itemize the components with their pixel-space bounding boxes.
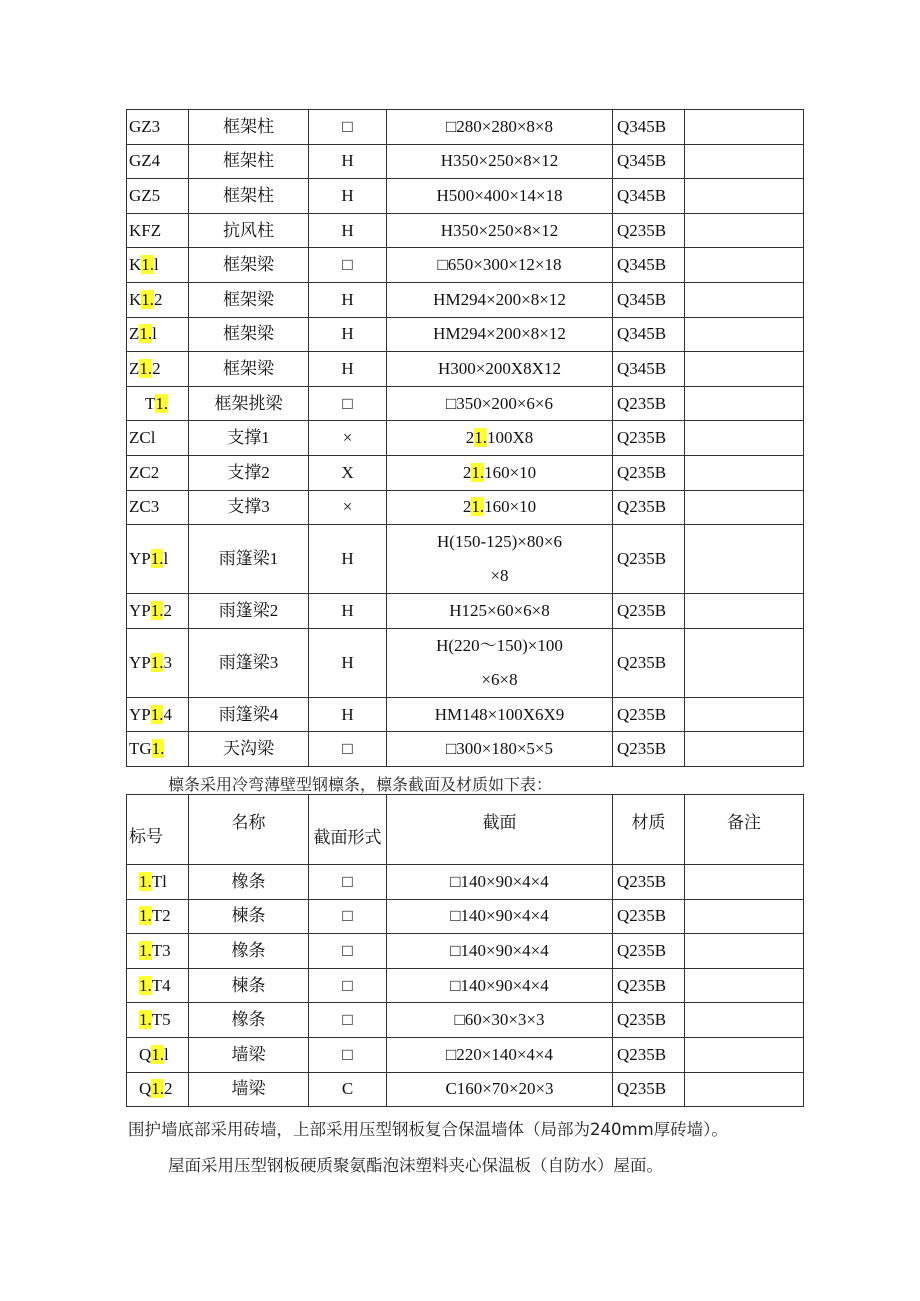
code-prefix: ZCl xyxy=(129,428,156,448)
cell-section: HM294×200×8×12 xyxy=(387,282,613,317)
cell-form: □ xyxy=(309,899,387,934)
cell-note xyxy=(685,732,804,767)
cell-material: Q345B xyxy=(613,248,685,283)
table-row xyxy=(127,317,804,352)
cell-form: □ xyxy=(309,865,387,900)
table-row xyxy=(127,1037,804,1072)
code-highlight: 1. xyxy=(150,600,164,620)
code-highlight: 1. xyxy=(150,549,164,569)
cell-note xyxy=(685,525,804,594)
table-row xyxy=(127,732,804,767)
cell-form: H xyxy=(309,594,387,629)
cell-form: C xyxy=(309,1072,387,1107)
code-prefix: ZC2 xyxy=(129,462,160,482)
cell-section: C160×70×20×3 xyxy=(387,1072,613,1107)
code-highlight: 1. xyxy=(151,739,165,759)
cell-note xyxy=(685,352,804,387)
code-prefix: T xyxy=(145,393,156,413)
cell-note xyxy=(685,248,804,283)
code-highlight: 1. xyxy=(139,940,152,960)
table-row xyxy=(127,628,804,697)
code-prefix: YP xyxy=(129,704,151,724)
cell-form: □ xyxy=(309,1003,387,1038)
table-row xyxy=(127,282,804,317)
cell-name: 框架柱 xyxy=(189,110,309,145)
cell-section: □60×30×3×3 xyxy=(387,1003,613,1038)
cell-code xyxy=(127,248,189,283)
code-suffix: 4 xyxy=(163,704,172,724)
table-row xyxy=(127,490,804,525)
header-section: 截面 xyxy=(387,795,613,865)
cell-form: H xyxy=(309,282,387,317)
cell-material: Q235B xyxy=(613,1037,685,1072)
cell-form: □ xyxy=(309,968,387,1003)
code-suffix: 2 xyxy=(163,600,172,620)
cell-form: H xyxy=(309,317,387,352)
code-suffix: 3 xyxy=(163,652,172,672)
cell-code xyxy=(127,179,189,214)
cell-material: Q235B xyxy=(613,1072,685,1107)
cell-code xyxy=(127,628,189,697)
cell-section xyxy=(387,455,613,490)
section-highlight: 1. xyxy=(474,428,487,448)
cell-form: □ xyxy=(309,732,387,767)
cell-name: 天沟梁 xyxy=(189,732,309,767)
cell-section: □280×280×8×8 xyxy=(387,110,613,145)
code-prefix: GZ4 xyxy=(129,151,161,171)
header-remark: 备注 xyxy=(685,795,804,865)
code-suffix: T4 xyxy=(151,975,171,995)
cell-material: Q235B xyxy=(613,934,685,969)
header-form: 截面形式 xyxy=(309,795,387,865)
cell-material: Q345B xyxy=(613,110,685,145)
cell-form: H xyxy=(309,179,387,214)
cell-material: Q345B xyxy=(613,317,685,352)
cell-form: □ xyxy=(309,248,387,283)
table-row xyxy=(127,386,804,421)
cell-material: Q235B xyxy=(613,386,685,421)
header-code: 标号 xyxy=(127,795,189,865)
cell-code xyxy=(127,865,189,900)
code-prefix: K xyxy=(129,255,142,275)
cell-section: □140×90×4×4 xyxy=(387,899,613,934)
cell-code xyxy=(127,317,189,352)
cell-form: H xyxy=(309,525,387,594)
cell-remark xyxy=(685,968,804,1003)
code-prefix: Z xyxy=(129,358,140,378)
code-highlight: 1. xyxy=(139,324,153,344)
table-row xyxy=(127,525,804,594)
cell-name: 支撑2 xyxy=(189,455,309,490)
code-highlight: 1. xyxy=(139,1010,152,1030)
code-prefix: ZC3 xyxy=(129,497,160,517)
roof-description-text: 屋面采用压型钢板硬质聚氨酯泡沫塑料夹心保温板（自防水）屋面。 xyxy=(168,1156,663,1175)
section-prefix: 2 xyxy=(462,462,472,482)
cell-section: H350×250×8×12 xyxy=(387,144,613,179)
cell-material: Q345B xyxy=(613,352,685,387)
cell-note xyxy=(685,594,804,629)
section-prefix: 2 xyxy=(462,497,472,517)
cell-code xyxy=(127,525,189,594)
cell-name: 雨篷梁2 xyxy=(189,594,309,629)
code-suffix: l xyxy=(154,255,159,275)
cell-material: Q235B xyxy=(613,865,685,900)
cell-section: H125×60×6×8 xyxy=(387,594,613,629)
code-suffix: l xyxy=(163,549,169,569)
table-row xyxy=(127,1003,804,1038)
cell-section: □350×200×6×6 xyxy=(387,386,613,421)
table-row xyxy=(127,248,804,283)
table-row xyxy=(127,144,804,179)
cell-name: 框架梁 xyxy=(189,352,309,387)
cell-form: H xyxy=(309,352,387,387)
cell-name: 橡条 xyxy=(189,1003,309,1038)
purlin-table-header xyxy=(127,795,804,865)
cell-form: H xyxy=(309,213,387,248)
cell-note xyxy=(685,386,804,421)
cell-code xyxy=(127,594,189,629)
cell-code xyxy=(127,213,189,248)
table-row xyxy=(127,352,804,387)
cell-section: □650×300×12×18 xyxy=(387,248,613,283)
wall-description-text: 围护墙底部采用砖墙，上部采用压型钢板复合保温墙体（局部为240mm厚砖墙）。 xyxy=(128,1120,728,1139)
code-highlight: 1. xyxy=(141,289,155,309)
section-highlight: 1. xyxy=(471,462,485,482)
code-suffix: 2 xyxy=(152,358,161,378)
table-row xyxy=(127,865,804,900)
cell-material: Q345B xyxy=(613,282,685,317)
cell-code xyxy=(127,110,189,145)
cell-name: 楝条 xyxy=(189,899,309,934)
cell-remark xyxy=(685,1072,804,1107)
code-highlight: 1. xyxy=(150,652,164,672)
cell-name: 框架梁 xyxy=(189,248,309,283)
section-suffix: 160×10 xyxy=(484,462,537,482)
cell-note xyxy=(685,317,804,352)
table-row xyxy=(127,179,804,214)
code-suffix: T3 xyxy=(151,940,171,960)
cell-section xyxy=(387,490,613,525)
table-row xyxy=(127,899,804,934)
cell-material: Q345B xyxy=(613,179,685,214)
table-row xyxy=(127,968,804,1003)
cell-section: H500×400×14×18 xyxy=(387,179,613,214)
code-highlight: 1. xyxy=(139,871,152,891)
cell-code xyxy=(127,144,189,179)
code-highlight: 1. xyxy=(139,975,152,995)
cell-section: H350×250×8×12 xyxy=(387,213,613,248)
cell-code xyxy=(127,899,189,934)
cell-material: Q235B xyxy=(613,697,685,732)
cell-remark xyxy=(685,899,804,934)
code-prefix: TG xyxy=(129,739,152,759)
cell-form: □ xyxy=(309,386,387,421)
section-suffix: 160×10 xyxy=(484,497,537,517)
cell-section: □140×90×4×4 xyxy=(387,968,613,1003)
cell-form: H xyxy=(309,628,387,697)
cell-code xyxy=(127,1003,189,1038)
code-suffix: T5 xyxy=(151,1010,171,1030)
code-prefix: YP xyxy=(129,549,151,569)
cell-code xyxy=(127,455,189,490)
cell-remark xyxy=(685,1003,804,1038)
cell-name: 框架梁 xyxy=(189,282,309,317)
code-prefix: K xyxy=(129,289,142,309)
section-suffix: 100X8 xyxy=(486,428,534,448)
cell-form: X xyxy=(309,455,387,490)
cell-name: 墙梁 xyxy=(189,1072,309,1107)
cell-code xyxy=(127,1072,189,1107)
code-highlight: 1. xyxy=(151,1079,165,1099)
code-prefix: KFZ xyxy=(129,220,162,240)
cell-section xyxy=(387,525,613,594)
code-suffix: 2 xyxy=(164,1079,173,1099)
cell-note xyxy=(685,144,804,179)
code-highlight: 1. xyxy=(141,255,155,275)
code-prefix: YP xyxy=(129,600,151,620)
cell-form: H xyxy=(309,697,387,732)
cell-note xyxy=(685,697,804,732)
code-prefix: GZ5 xyxy=(129,185,161,205)
cell-material: Q235B xyxy=(613,628,685,697)
purlin-intro-text: 檩条采用冷弯薄壁型钢檩条，檩条截面及材质如下表： xyxy=(168,775,553,794)
code-prefix: Q xyxy=(139,1079,152,1099)
code-highlight: 1. xyxy=(139,906,152,926)
table-row xyxy=(127,697,804,732)
table-row xyxy=(127,455,804,490)
table-row xyxy=(127,110,804,145)
cell-remark xyxy=(685,934,804,969)
code-suffix: T2 xyxy=(151,906,171,926)
cell-code xyxy=(127,697,189,732)
code-highlight: 1. xyxy=(155,393,169,413)
code-prefix: GZ3 xyxy=(129,116,161,136)
cell-name: 抗风柱 xyxy=(189,213,309,248)
cell-code xyxy=(127,421,189,456)
cell-name: 橡条 xyxy=(189,865,309,900)
cell-section: □300×180×5×5 xyxy=(387,732,613,767)
cell-note xyxy=(685,213,804,248)
cell-section: H300×200X8X12 xyxy=(387,352,613,387)
section-line2: ×6×8 xyxy=(481,669,518,689)
cell-name: 墙梁 xyxy=(189,1037,309,1072)
cell-note xyxy=(685,282,804,317)
section-line1: H(220～150)×100 xyxy=(436,635,563,655)
cell-code xyxy=(127,934,189,969)
cell-material: Q235B xyxy=(613,968,685,1003)
code-suffix: Tl xyxy=(151,871,167,891)
cell-code xyxy=(127,490,189,525)
cell-material: Q235B xyxy=(613,594,685,629)
table-row xyxy=(127,213,804,248)
cell-remark xyxy=(685,865,804,900)
member-table xyxy=(126,109,804,767)
cell-name: 雨篷梁1 xyxy=(189,525,309,594)
cell-name: 楝条 xyxy=(189,968,309,1003)
cell-code xyxy=(127,968,189,1003)
code-suffix: l xyxy=(164,1044,169,1064)
cell-section xyxy=(387,628,613,697)
cell-form: × xyxy=(309,421,387,456)
cell-form: □ xyxy=(309,110,387,145)
cell-code xyxy=(127,1037,189,1072)
table-row xyxy=(127,594,804,629)
cell-note xyxy=(685,490,804,525)
table-row xyxy=(127,1072,804,1107)
cell-remark xyxy=(685,1037,804,1072)
code-suffix: 2 xyxy=(154,289,163,309)
cell-name: 框架柱 xyxy=(189,144,309,179)
code-prefix: Q xyxy=(139,1044,152,1064)
cell-form: H xyxy=(309,144,387,179)
cell-material: Q235B xyxy=(613,732,685,767)
cell-form: □ xyxy=(309,934,387,969)
cell-section: □140×90×4×4 xyxy=(387,934,613,969)
cell-form: × xyxy=(309,490,387,525)
cell-code xyxy=(127,386,189,421)
section-highlight: 1. xyxy=(471,497,485,517)
header-material: 材质 xyxy=(613,795,685,865)
cell-material: Q235B xyxy=(613,421,685,456)
section-line2: ×8 xyxy=(490,566,509,586)
cell-section xyxy=(387,421,613,456)
purlin-table xyxy=(126,794,804,1107)
cell-name: 雨篷梁3 xyxy=(189,628,309,697)
cell-name: 框架梁 xyxy=(189,317,309,352)
code-highlight: 1. xyxy=(151,1044,165,1064)
cell-code xyxy=(127,732,189,767)
cell-code xyxy=(127,282,189,317)
cell-section: HM294×200×8×12 xyxy=(387,317,613,352)
code-prefix: Z xyxy=(129,324,140,344)
code-prefix: YP xyxy=(129,652,151,672)
cell-note xyxy=(685,421,804,456)
cell-code xyxy=(127,352,189,387)
cell-section: HM148×100X6X9 xyxy=(387,697,613,732)
header-name: 名称 xyxy=(189,795,309,865)
section-line1: H(150-125)×80×6 xyxy=(437,532,562,552)
section-prefix: 2 xyxy=(465,428,475,448)
cell-material: Q235B xyxy=(613,525,685,594)
cell-name: 框架柱 xyxy=(189,179,309,214)
table-row xyxy=(127,934,804,969)
cell-section: □140×90×4×4 xyxy=(387,865,613,900)
cell-material: Q235B xyxy=(613,1003,685,1038)
code-highlight: 1. xyxy=(150,704,164,724)
cell-name: 支撑3 xyxy=(189,490,309,525)
cell-material: Q235B xyxy=(613,490,685,525)
cell-name: 雨篷梁4 xyxy=(189,697,309,732)
cell-name: 框架挑梁 xyxy=(189,386,309,421)
cell-section: □220×140×4×4 xyxy=(387,1037,613,1072)
cell-material: Q235B xyxy=(613,213,685,248)
cell-name: 橡条 xyxy=(189,934,309,969)
code-highlight: 1. xyxy=(139,358,153,378)
table-row xyxy=(127,421,804,456)
cell-note xyxy=(685,628,804,697)
cell-name: 支撑1 xyxy=(189,421,309,456)
cell-note xyxy=(685,110,804,145)
code-suffix: l xyxy=(152,324,157,344)
cell-note xyxy=(685,455,804,490)
cell-material: Q235B xyxy=(613,899,685,934)
cell-material: Q345B xyxy=(613,144,685,179)
cell-note xyxy=(685,179,804,214)
cell-form: □ xyxy=(309,1037,387,1072)
cell-material: Q235B xyxy=(613,455,685,490)
